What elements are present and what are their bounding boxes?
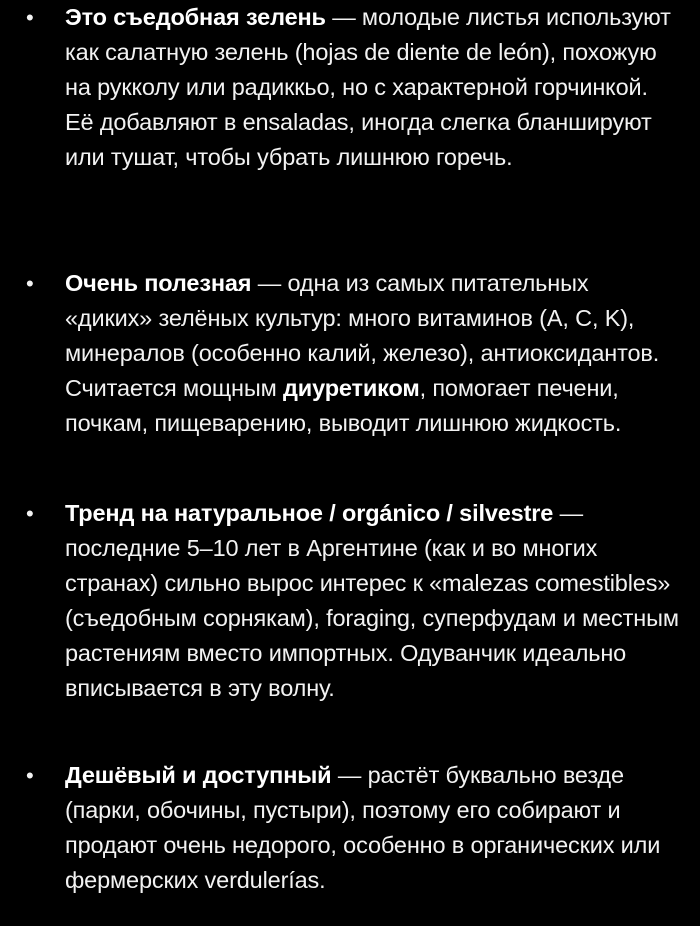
bullet-icon: • [26, 271, 34, 296]
list-item-heading: Тренд на натуральное / orgánico / silvestre [65, 500, 554, 526]
bullet-icon: • [26, 763, 34, 788]
list-item-body: — растёт буквально везде (парки, обочины, пустыри), поэтому его собирают и продают очень недорого, особенно в органических или фермерских verdulerías. [65, 762, 661, 893]
list-item-body: — молодые листья используют как салатную зелень (hojas de diente de león), похожую на рукколу или радиккьо, но с характерной горчинкой. Её добавляют в ensaladas, иногда слегка бланшируют или тушат, чтобы убрать лишнюю горечь. [65, 4, 671, 170]
list-item-heading: Очень полезная [65, 270, 252, 296]
list-item-heading: Это съедобная зелень [65, 4, 326, 30]
list-item-text[interactable] [65, 266, 680, 441]
list-item-text[interactable] [65, 496, 680, 706]
list-item-body: — последние 5–10 лет в Аргентине (как и во многих странах) сильно вырос интерес к «malezas comestibles» (съедобным сорнякам), foraging, суперфудам и местным растениям вместо импортных. Одуванчик идеально вписывается в эту волну. [65, 500, 679, 701]
list-item-body: — одна из самых питательных «диких» зелёных культур: много витаминов (A, C, K), минералов (особенно калий, железо), антиоксидантов. Считается мощным [65, 270, 660, 401]
list-item-emphasis: диуретиком [283, 375, 420, 401]
bullet-icon: • [26, 5, 34, 30]
list-item-text[interactable] [65, 0, 680, 175]
list-item-heading: Дешёвый и доступный [65, 762, 332, 788]
bullet-icon: • [26, 501, 34, 526]
list-item-text[interactable] [65, 758, 680, 898]
list-item-body-continued: , помогает печени, почкам, пищеварению, выводит лишнюю жидкость. [65, 375, 622, 436]
